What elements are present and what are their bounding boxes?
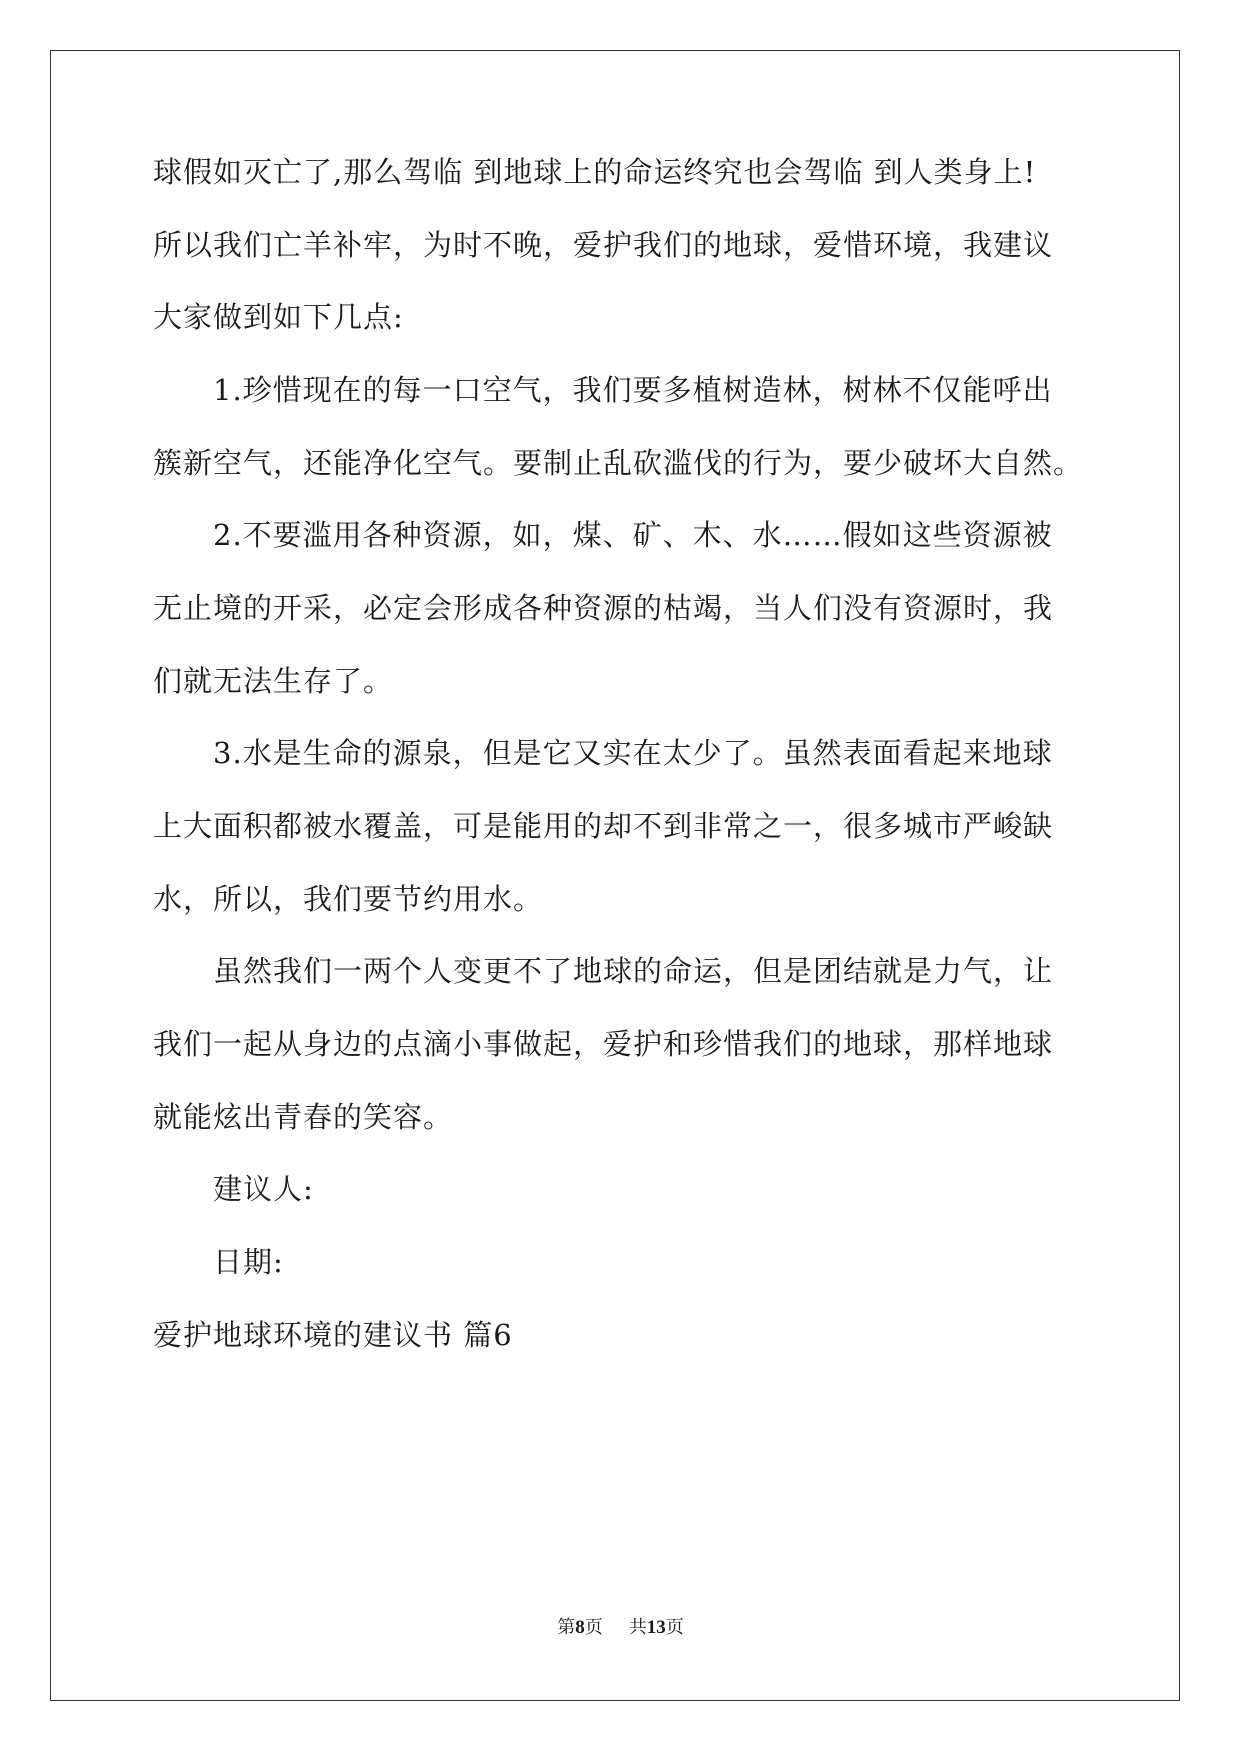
page-number-current: 8 bbox=[575, 1617, 585, 1638]
list-item-2-line-3: 们就无法生存了。 bbox=[153, 664, 394, 698]
closing-paragraph-line-2: 我们一起从身边的点滴小事做起，爱护和珍惜我们的地球，那样地球 bbox=[153, 1027, 1054, 1061]
page-total-number: 13 bbox=[646, 1617, 666, 1638]
list-item-3-line-2: 上大面积都被水覆盖，可是能用的却不到非常之一，很多城市严峻缺 bbox=[153, 809, 1054, 843]
list-item-3-line-3: 水，所以，我们要节约用水。 bbox=[153, 882, 544, 916]
section-heading: 爱护地球环境的建议书 篇6 bbox=[153, 1318, 513, 1352]
body-line-3: 大家做到如下几点: bbox=[153, 300, 404, 334]
body-line-1: 球假如灭亡了,那么驾临 到地球上的命运终究也会驾临 到人类身上! bbox=[153, 155, 1037, 189]
list-item-1-line-1: 1.珍惜现在的每一口空气，我们要多植树造林，树林不仅能呼出 bbox=[213, 373, 1053, 407]
list-item-1-line-2: 簇新空气，还能净化空气。要制止乱砍滥伐的行为，要少破坏大自然。 bbox=[153, 446, 1084, 480]
body-line-2: 所以我们亡羊补牢，为时不晚，爱护我们的地球，爱惜环境，我建议 bbox=[153, 228, 1054, 262]
closing-paragraph-line-3: 就能炫出青春的笑容。 bbox=[153, 1100, 454, 1134]
page-number-suffix: 页 bbox=[584, 1617, 603, 1638]
closing-paragraph-line-1: 虽然我们一两个人变更不了地球的命运，但是团结就是力气，让 bbox=[213, 954, 1054, 988]
proposer-label: 建议人: bbox=[213, 1172, 314, 1206]
page-border bbox=[50, 50, 1180, 1701]
list-item-2-line-2: 无止境的开采，必定会形成各种资源的枯竭，当人们没有资源时，我 bbox=[153, 591, 1054, 625]
page-footer bbox=[0, 1616, 1241, 1640]
page-total-prefix: 共 bbox=[628, 1617, 647, 1638]
list-item-3-line-1: 3.水是生命的源泉，但是它又实在太少了。虽然表面看起来地球 bbox=[213, 736, 1053, 770]
date-label: 日期: bbox=[213, 1245, 284, 1279]
list-item-2-line-1: 2.不要滥用各种资源，如，煤、矿、木、水……假如这些资源被 bbox=[213, 518, 1053, 552]
page-total-suffix: 页 bbox=[665, 1617, 684, 1638]
page-number-prefix: 第 bbox=[557, 1617, 576, 1638]
